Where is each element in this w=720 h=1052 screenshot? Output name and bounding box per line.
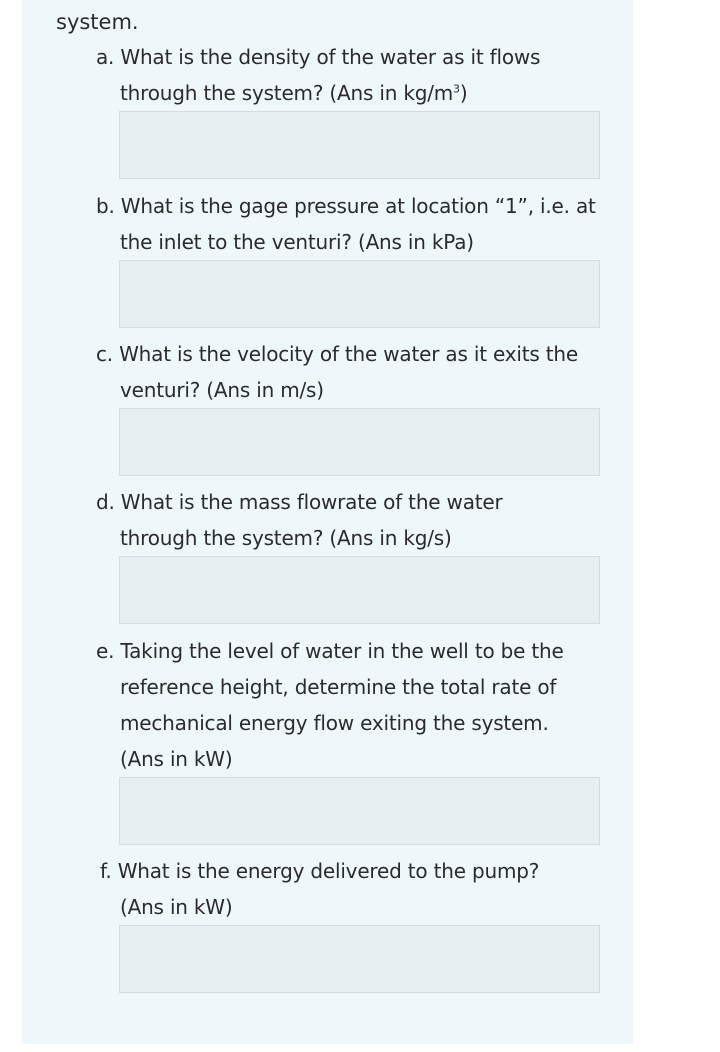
answer-input-a[interactable] — [119, 111, 600, 179]
question-f-line-1: f. What is the energy delivered to the pump? — [100, 859, 540, 883]
answer-input-b[interactable] — [119, 260, 600, 328]
answer-input-c[interactable] — [119, 408, 600, 476]
question-e-line-2: reference height, determine the total rate of — [120, 675, 557, 699]
question-c — [96, 336, 616, 408]
answer-input-f[interactable] — [119, 925, 600, 993]
question-b-line-1: b. What is the gage pressure at location “1”, i.e. at — [96, 194, 596, 218]
question-e-line-3: mechanical energy flow exiting the system. — [120, 711, 549, 735]
question-b-line-2: the inlet to the venturi? (Ans in kPa) — [120, 230, 474, 254]
question-b — [96, 188, 616, 260]
superscript-3: 3 — [453, 82, 460, 96]
question-a-line-1: a. What is the density of the water as it flows — [96, 45, 541, 69]
question-f — [100, 853, 620, 925]
question-d-line-1: d. What is the mass flowrate of the water — [96, 490, 503, 514]
intro-text: system. — [56, 10, 139, 34]
question-d-line-2: through the system? (Ans in kg/s) — [120, 526, 452, 550]
question-d — [96, 484, 616, 556]
question-e-line-4: (Ans in kW) — [120, 747, 233, 771]
question-a-line-2: through the system? (Ans in $kg/m^3$) — [120, 81, 468, 105]
answer-input-d[interactable] — [119, 556, 600, 624]
answer-input-e[interactable] — [119, 777, 600, 845]
question-c-line-1: c. What is the velocity of the water as it exits the — [96, 342, 578, 366]
question-e-line-1: e. Taking the level of water in the well to be the — [96, 639, 564, 663]
question-f-line-2: (Ans in kW) — [120, 895, 233, 919]
question-a — [96, 39, 616, 111]
question-e — [96, 633, 616, 777]
question-c-line-2: venturi? (Ans in m/s) — [120, 378, 324, 402]
